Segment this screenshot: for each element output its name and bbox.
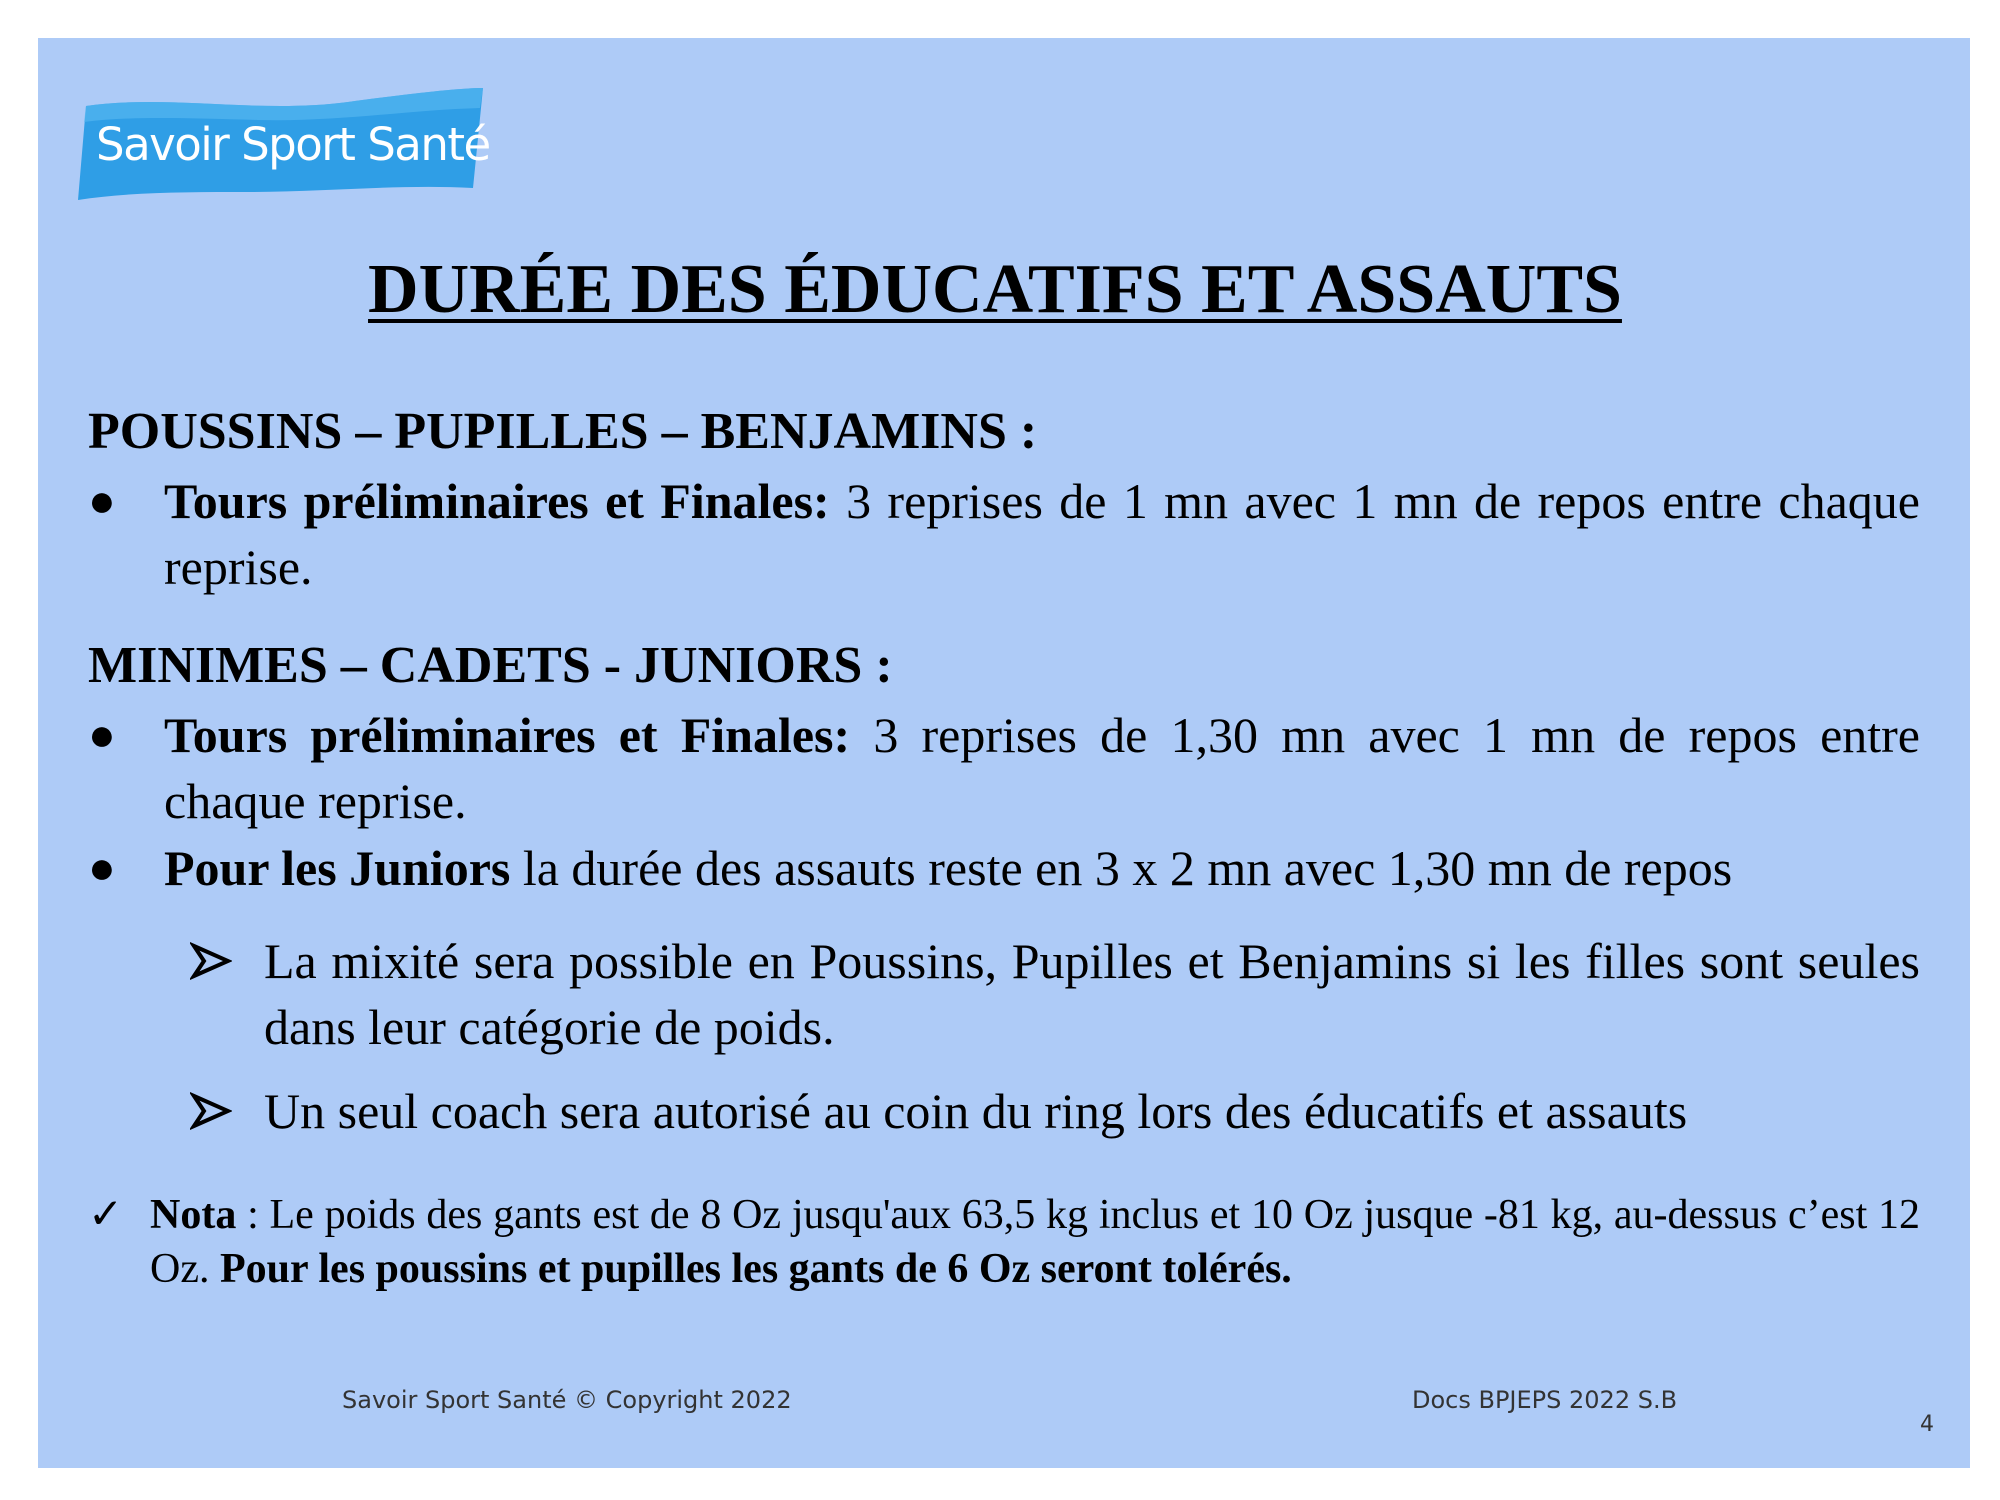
bullet-bold: Tours préliminaires et Finales: [164, 473, 830, 529]
arrow-bullet-icon [190, 1082, 240, 1148]
bullet-text: 3 reprises de 1,30 mn avec 1 mn de repos entre chaque reprise. [164, 707, 1921, 829]
nota-bold-tail: Pour les poussins et pupilles les gants de 6 Oz seront tolérés. [219, 1246, 1292, 1292]
bullet-text: la durée des assauts reste en 3 x 2 mn avec 1,30 mn de repos [510, 840, 1733, 896]
nota-text: : Le poids des gants est de 8 Oz jusqu'aux 63,5 kg inclus et 10 Oz jusque -81 kg, au-dessus c’est 12 Oz. [150, 1192, 1920, 1292]
list-item [88, 702, 1920, 834]
logo-text: Savoir Sport Santé [96, 118, 490, 171]
bullet-bold: Tours préliminaires et Finales: [164, 707, 851, 763]
arrow-bullet-icon [190, 932, 240, 998]
bullet-icon: ● [88, 475, 116, 526]
bullet-text: 3 reprises de 1 mn avec 1 mn de repos entre chaque reprise. [164, 473, 1920, 595]
footer-docs: Docs BPJEPS 2022 S.B [1412, 1386, 1678, 1414]
section-heading-minimes: MINIMES – CADETS - JUNIORS : [88, 637, 893, 694]
footer-copyright: Savoir Sport Santé © Copyright 2022 [342, 1386, 792, 1414]
list-item [190, 928, 1920, 1060]
arrow-text: Un seul coach sera autorisé au coin du ring lors des éducatifs et assauts [264, 1083, 1688, 1139]
nota-note [88, 1188, 1920, 1296]
list-item [88, 468, 1920, 600]
checkmark-icon: ✓ [88, 1192, 124, 1238]
list-item [88, 835, 1920, 901]
section-heading-poussins: POUSSINS – PUPILLES – BENJAMINS : [88, 403, 1038, 460]
bullet-icon: ● [88, 842, 116, 893]
logo [78, 88, 488, 200]
arrow-text: La mixité sera possible en Poussins, Pupilles et Benjamins si les filles sont seules dans leur catégorie de poids. [264, 933, 1920, 1055]
nota-label: Nota [150, 1192, 237, 1238]
list-item [190, 1078, 1920, 1144]
page-number: 4 [1920, 1412, 1934, 1437]
bullet-icon: ● [88, 709, 116, 760]
bullet-bold: Pour les Juniors [164, 840, 511, 896]
page-title: DURÉE DES ÉDUCATIFS ET ASSAUTS [368, 251, 1622, 328]
